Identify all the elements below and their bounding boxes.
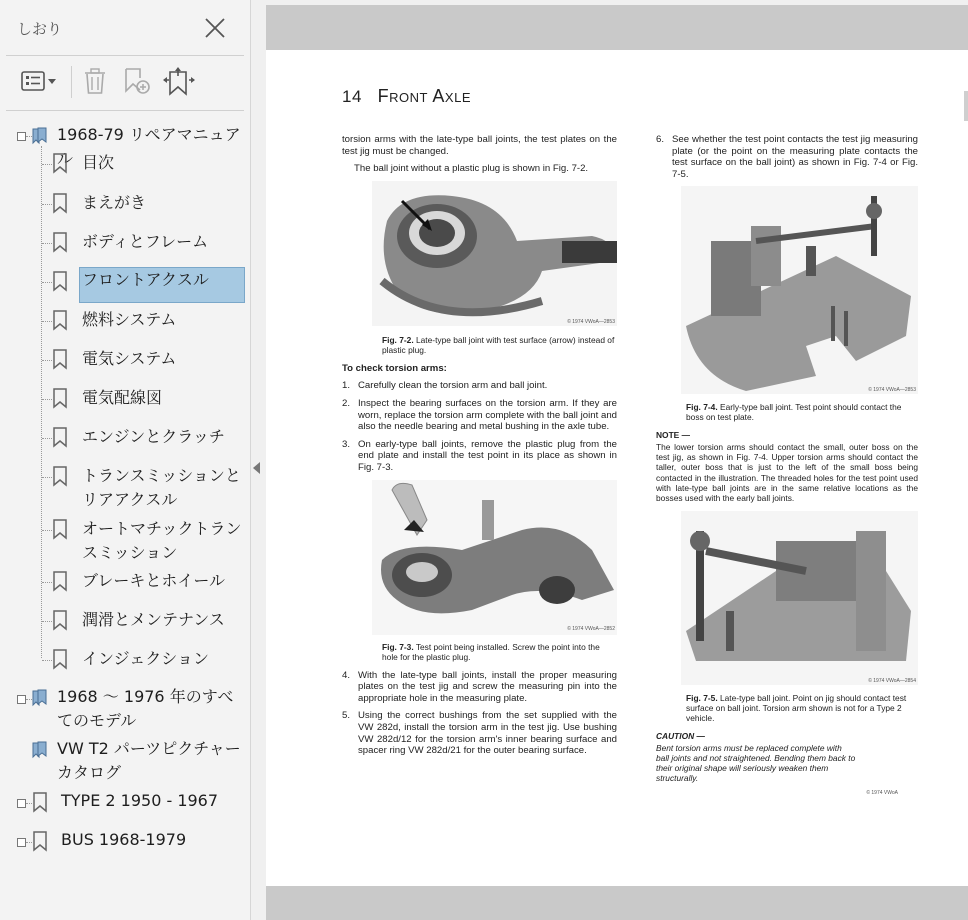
figure-code: © 1974 VWoA—2852 (567, 625, 615, 632)
figure-7-5 (656, 511, 918, 689)
collapse-panel-arrow-icon[interactable] (253, 462, 260, 474)
bookmark-item-fuel-system[interactable] (0, 307, 250, 333)
expand-toggle[interactable] (17, 799, 26, 808)
figure-label: Fig. 7-4. (686, 402, 718, 413)
bookmark-expand-icon (162, 66, 196, 98)
close-panel-button[interactable] (203, 16, 227, 40)
bookmark-icon (51, 518, 69, 540)
paragraph: torsion arms with the late-type ball joints, the test plates on the test jig must be changed. (342, 134, 617, 157)
bookmark-pages-icon (30, 126, 50, 146)
figure-7-4 (656, 186, 918, 398)
bookmark-icon (51, 570, 69, 592)
close-icon (203, 16, 227, 40)
step: 2. Inspect the bearing surfaces on the torsion arm. If they are worn, replace the torsion arm complete with the ball joint and also the needle bearing and metal bushing in the axle tube. (342, 397, 617, 433)
expand-toggle[interactable] (17, 132, 26, 141)
toolbar-divider (71, 66, 72, 98)
figure-7-2 (342, 181, 617, 331)
late-ball-joint-photo (656, 511, 918, 689)
add-bookmark-button[interactable] (121, 66, 153, 96)
step-text: With the late-type ball joints, install the proper measuring plates on the test jig and screw the measuring pin into the appropriate hole in the measuring plate. (358, 669, 617, 704)
step: 1. Carefully clean the torsion arm and ball joint. (342, 380, 548, 392)
figure-caption (656, 693, 918, 723)
step-text: Inspect the bearing surfaces on the torsion arm. If they are worn, replace the torsion arm complete with the ball joint and also the needle bearing and metal bushing in the axle tube. (358, 397, 617, 433)
figure-caption (342, 642, 617, 662)
bookmark-icon (51, 348, 69, 370)
left-column (342, 134, 617, 763)
bookmark-icon (51, 152, 69, 174)
step: 4. With the late-type ball joints, install the proper measuring plates on the test jig and screw the measuring pin into the appropriate hole in the measuring plate. (342, 669, 617, 704)
bookmark-icon (51, 231, 69, 253)
figure-code: © 1974 VWoA—2853 (868, 386, 916, 393)
ball-joint-photo (342, 181, 617, 331)
bookmark-root-parts-catalog[interactable] (0, 736, 250, 786)
test-jig-photo (656, 186, 918, 398)
figure-caption (342, 335, 617, 355)
bookmark-toolbar (0, 58, 250, 108)
bookmark-item-engine-clutch[interactable] (0, 424, 250, 450)
section-heading: To check torsion arms: (342, 362, 447, 374)
bookmark-pages-icon (30, 740, 50, 760)
figure-code: © 1974 VWoA—2854 (868, 677, 916, 684)
bookmark-item-lubrication-maintenance[interactable] (0, 607, 250, 633)
caption-text: Late-type ball joint. Point on jig should contact test surface on ball joint. Torsion arm shown is not for a Type 2 vehicle. (686, 693, 907, 724)
paragraph: The ball joint without a plastic plug is shown in Fig. 7-2. (354, 163, 589, 175)
bookmark-icon (51, 648, 69, 670)
steps-list (342, 380, 617, 473)
bookmark-icon (51, 426, 69, 448)
bookmark-item-wiring-diagram[interactable] (0, 385, 250, 411)
options-menu-button[interactable] (20, 66, 60, 96)
bookmark-label: 1968-79 リペアマニュアル (57, 125, 241, 168)
bookmark-label: まえがき (82, 193, 147, 212)
step: 6. See whether the test point contacts the test jig measuring plate (or the point on the measuring plate contacts the test surface on the ball joint) as shown in Fig. 7-4 or Fig. 7-5. (656, 134, 918, 180)
bookmark-item-front-axle[interactable] (0, 268, 250, 294)
caption-text: Late-type ball joint with test surface (arrow) instead of plastic plug. (382, 334, 615, 355)
bookmark-label: ボディとフレーム (82, 232, 209, 251)
note-heading: NOTE — (656, 430, 690, 441)
bookmark-item-contents[interactable] (0, 150, 250, 176)
bookmark-label: TYPE 2 1950 - 1967 (61, 791, 219, 810)
document-viewer[interactable] (266, 5, 968, 920)
vertical-scrollbar[interactable] (964, 91, 968, 121)
bookmark-label: VW T2 パーツピクチャーカタログ (57, 739, 241, 782)
bookmark-item-transmission-rear-axle[interactable] (0, 463, 250, 513)
figure-7-3 (342, 480, 617, 638)
page-title: Front Axle (377, 86, 472, 106)
bookmark-label: 電気配線図 (82, 388, 163, 407)
figure-label: Fig. 7-5. (686, 693, 718, 704)
pdf-page (266, 50, 968, 886)
bookmark-label: BUS 1968-1979 (61, 830, 187, 849)
list-options-icon (20, 66, 60, 96)
panel-title: しおり (17, 20, 63, 38)
bookmark-item-preface[interactable] (0, 190, 250, 216)
trash-icon (81, 66, 109, 96)
bookmark-label: 目次 (82, 153, 115, 172)
bookmark-label: ブレーキとホイール (82, 571, 226, 590)
bookmark-icon (31, 791, 49, 813)
step: 5. Using the correct bushings from the set supplied with the VW 282d, install the torsion arm in the test jig. Use bushing VW 282d/12 for the torsion arm's inner bearing surface and spacer ring VW 282d/21 for the outer bearing surface. (342, 710, 617, 757)
right-column (656, 134, 918, 799)
bookmark-add-icon (121, 66, 153, 96)
step-text: Carefully clean the torsion arm and ball joint. (358, 380, 548, 392)
bookmark-item-body-frame[interactable] (0, 229, 250, 255)
bookmark-root-type2[interactable] (0, 789, 250, 815)
figure-code: © 1974 VWoA—2853 (567, 319, 615, 326)
divider (6, 55, 244, 56)
caption-text: Early-type ball joint. Test point should contact the boss on test plate. (686, 402, 902, 423)
step-text: See whether the test point contacts the test jig measuring plate (or the point on the measuring plate contacts the test surface on the ball joint) as shown in Fig. 7-4 or Fig. 7-5. (672, 134, 918, 180)
step-text: Using the correct bushings from the set supplied with the VW 282d, install the torsion arm in the test jig. Use bushing VW 282d/12 for the torsion arm's inner bearing surface and spacer ring VW 282d/21 for the outer bearing surface. (358, 710, 617, 757)
figure-label: Fig. 7-2. (382, 334, 414, 345)
test-point-photo (342, 480, 617, 638)
bookmark-icon (51, 609, 69, 631)
expand-toggle[interactable] (17, 838, 26, 847)
bookmark-label: トランスミッションとリアアクスル (82, 466, 241, 509)
bookmark-root-bus[interactable] (0, 828, 250, 854)
expand-bookmark-button[interactable] (162, 66, 196, 96)
bookmark-item-automatic-transmission[interactable] (0, 516, 250, 566)
step: 3. On early-type ball joints, remove the plastic plug from the end plate and install the test point in its place as shown in Fig. 7-3. (342, 438, 617, 473)
bookmark-label: 潤滑とメンテナンス (82, 610, 225, 629)
steps-list (342, 670, 617, 757)
expand-toggle[interactable] (17, 695, 26, 704)
step-text: On early-type ball joints, remove the plastic plug from the end plate and install the test point in its place as shown in Fig. 7-3. (358, 438, 617, 473)
steps-list (656, 134, 918, 180)
bookmark-icon (51, 192, 69, 214)
bookmark-label: 1968 〜 1976 年のすべてのモデル (57, 687, 234, 730)
delete-bookmark-button[interactable] (81, 66, 109, 96)
page-number: 14 (342, 87, 362, 106)
bookmark-icon (31, 830, 49, 852)
bookmark-item-injection[interactable] (0, 646, 250, 672)
bookmark-label: エンジンとクラッチ (82, 427, 225, 446)
bookmark-label-selected: フロントアクスル (80, 268, 244, 302)
caution-body: Bent torsion arms must be replaced complete with ball joints and not straightened. Bending them back to their original shape will seriously weaken them structurally. (656, 742, 856, 784)
bookmarks-panel (0, 0, 251, 920)
bookmark-label: オートマチックトランスミッション (82, 519, 242, 562)
figure-caption (656, 402, 918, 422)
bookmark-icon (51, 465, 69, 487)
bookmark-icon (51, 387, 69, 409)
footer-code: © 1974 VWoA (866, 789, 898, 796)
bookmark-label: インジェクション (82, 649, 209, 668)
bookmark-item-brakes-wheels[interactable] (0, 568, 250, 594)
bookmark-item-electrical-system[interactable] (0, 346, 250, 372)
caution-heading: CAUTION — (656, 731, 705, 742)
bookmark-root-all-models[interactable] (0, 684, 250, 734)
bookmark-label: 電気システム (82, 349, 177, 368)
page-header (342, 86, 471, 107)
bookmark-icon (51, 270, 69, 292)
caption-text: Test point being installed. Screw the point into the hole for the plastic plug. (382, 641, 600, 662)
bookmark-icon (51, 309, 69, 331)
figure-label: Fig. 7-3. (382, 641, 414, 652)
divider (6, 110, 244, 111)
note-body: The lower torsion arms should contact the small, outer boss on the test jig, as shown in Fig. 7-4. Upper torsion arms should contact the taller, outer boss that is just to the left of the small boss being contacted in the illustration. The threaded holes for the test point used with late-type ball joints are in the same relative locations as the bosses used with the early ball joints. (656, 441, 918, 503)
bookmark-label: 燃料システム (82, 310, 177, 329)
bookmark-pages-icon (30, 688, 50, 708)
